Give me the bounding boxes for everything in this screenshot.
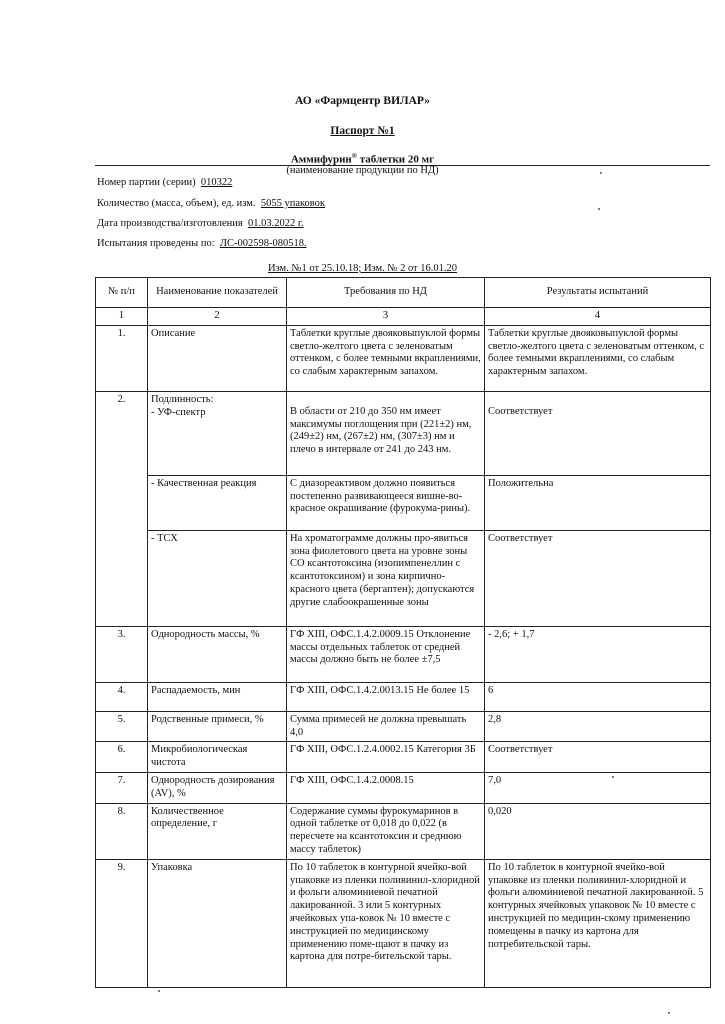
passport-title: [0, 124, 725, 138]
result-text: Соответствует: [485, 530, 711, 626]
indicator-name: Описание: [148, 325, 287, 391]
table-row: [96, 475, 711, 530]
indicator-name: Распадаемость, мин: [148, 682, 287, 711]
requirement-text: С диазореактивом должно появиться постепенно развивающееся вишне-во-красное окрашивание (фурокума-рины).: [287, 475, 485, 530]
column-number: 3: [287, 308, 485, 326]
row-number: 1.: [96, 325, 148, 391]
row-number: 7.: [96, 772, 148, 803]
table-row: [96, 859, 711, 987]
indicator-name: - Качественная реакция: [148, 475, 287, 530]
product-subtitle: (наименование продукции по НД): [286, 165, 439, 176]
requirement-text: Содержание суммы фурокумаринов в одной таблетке от 0,018 до 0,022 (в пересчете на ксантотоксин и среднюю массу таблеток): [287, 803, 485, 859]
table-row: [96, 772, 711, 803]
tests-field: [97, 237, 307, 250]
passport-title-text: Паспорт №1: [330, 125, 395, 137]
column-number: 4: [485, 308, 711, 326]
company-name: АО «Фармцентр ВИЛАР»: [295, 95, 430, 107]
scan-speck: [668, 1012, 670, 1014]
scan-speck: [598, 208, 600, 210]
requirement-text: ГФ XIII, ОФС.1.4.2.0013.15 Не более 15: [287, 682, 485, 711]
header-requirements: Требования по НД: [287, 278, 485, 308]
result-text: По 10 таблеток в контурной ячейко-вой упаковке из пленки поливинил-хлоридной и фольги алюминиевой печатной лакированной. 5 контурных ячейковых упаковок № 10 вместе с инструкцией по медицин-скому применению помещены в пачку из картона для потребительской тары.: [485, 859, 711, 987]
spacer: [290, 394, 481, 406]
tests-value: ЛС-002598-080518.: [219, 238, 307, 249]
indicator-name: Упаковка: [148, 859, 287, 987]
requirement-text: На хроматограмме должны про-явиться зона фиолетового цвета на уровне зоны СО ксантотоксина (изопимпенеллин с ксантотоксином) и зона кирпично-красного цвета (бергаптен); допускаются другие слабоокрашенные зоны: [287, 530, 485, 626]
test-results-table: [95, 277, 711, 988]
batch-field: [97, 176, 232, 189]
scan-speck: [600, 172, 602, 174]
table-row: [96, 391, 711, 475]
table-row: [96, 711, 711, 742]
header-results: Результаты испытаний: [485, 278, 711, 308]
indicator-name: Однородность массы, %: [148, 626, 287, 682]
requirement-text: В области от 210 до 350 нм имеет максимумы поглощения при (221±2) нм, (249±2) нм, (267±2) нм, (307±3) нм и плечо в интервале от 241 до 243 нм.: [290, 405, 472, 456]
batch-value: 010322: [200, 177, 233, 188]
requirement-text: ГФ XIII, ОФС.1.4.2.0009.15 Отклонение массы отдельных таблеток от средней массы должно быть не более ±7,5: [287, 626, 485, 682]
row-number: 2.: [96, 391, 148, 626]
result-text: Положительна: [485, 475, 711, 530]
row-number: 4.: [96, 682, 148, 711]
result-cell: [485, 391, 711, 475]
result-text: Соответствует: [485, 742, 711, 773]
date-field: [97, 217, 304, 230]
indicator-cell: [148, 391, 287, 475]
table-row: [96, 530, 711, 626]
product-dosage: таблетки 20 мг: [357, 153, 435, 166]
indicator-name: Микробиологическая чистота: [148, 742, 287, 773]
row-number: 8.: [96, 803, 148, 859]
column-number: 1: [96, 308, 148, 326]
table-row: [96, 626, 711, 682]
table-row: [96, 325, 711, 391]
scan-speck: [612, 776, 614, 778]
requirement-text: ГФ XIII, ОФС.1.4.2.0008.15: [287, 772, 485, 803]
result-text: 2,8: [485, 711, 711, 742]
row-number: 5.: [96, 711, 148, 742]
row-number: 9.: [96, 859, 148, 987]
quantity-value: 5055 упаковок: [260, 198, 326, 209]
result-text: 0,020: [485, 803, 711, 859]
result-text: Соответствует: [488, 405, 553, 417]
quantity-label: Количество (масса, объем), ед. изм.: [97, 198, 256, 209]
date-value: 01.03.2022 г.: [247, 218, 304, 229]
result-text: 7,0: [485, 772, 711, 803]
row-number: 6.: [96, 742, 148, 773]
result-text: 6: [485, 682, 711, 711]
column-number: 2: [148, 308, 287, 326]
requirement-text: По 10 таблеток в контурной ячейко-вой упаковке из пленки поливинил-хлоридной и фольги алюминиевой печатной лакированной. 3 или 5 контурных ячейковых упа-ковок № 10 вместе с инструкцией по медицинскому применению поме-щают в пачку из картона для потре-бительской тары.: [287, 859, 485, 987]
requirement-text: ГФ XIII, ОФС.1.2.4.0002.15 Категория 3Б: [287, 742, 485, 773]
table-header-row: [96, 278, 711, 308]
tests-label: Испытания проведены по:: [97, 238, 215, 249]
table-row: [96, 682, 711, 711]
indicator-group: Подлинность:: [151, 393, 214, 405]
scan-speck: [158, 990, 160, 992]
indicator-name: Однородность дозирования (AV), %: [148, 772, 287, 803]
column-numbers-row: [96, 308, 711, 326]
product-name-text: Аммифурин: [290, 153, 352, 166]
changes-note: Изм. №1 от 25.10.18; Изм. № 2 от 16.01.20: [267, 263, 458, 274]
row-number: 3.: [96, 626, 148, 682]
result-text: Таблетки круглые двояковыпуклой формы светло-желтого цвета с зеленоватым оттенком, с более темными вкраплениями, со слабым характерным запахом.: [485, 325, 711, 391]
date-label: Дата производства/изготовления: [97, 218, 243, 229]
indicator-name: - ТСХ: [148, 530, 287, 626]
requirement-text: Сумма примесей не должна превышать 4,0: [287, 711, 485, 742]
indicator-name: - УФ-спектр: [151, 406, 206, 418]
requirement-cell: [287, 391, 485, 475]
header-indicator: Наименование показателей: [148, 278, 287, 308]
spacer: [488, 394, 707, 406]
table-row: [96, 742, 711, 773]
result-text: - 2,6; + 1,7: [485, 626, 711, 682]
indicator-name: Количественное определение, г: [148, 803, 287, 859]
quantity-field: [97, 197, 325, 210]
indicator-name: Родственные примеси, %: [148, 711, 287, 742]
table-row: [96, 803, 711, 859]
header-number: № п/п: [96, 278, 148, 308]
batch-label: Номер партии (серии): [97, 177, 196, 188]
registered-mark: ®: [351, 152, 357, 160]
requirement-text: Таблетки круглые двояковыпуклой формы светло-желтого цвета с зеленоватым оттенком, с более темными вкраплениями, со слабым характерным запахом.: [287, 325, 485, 391]
